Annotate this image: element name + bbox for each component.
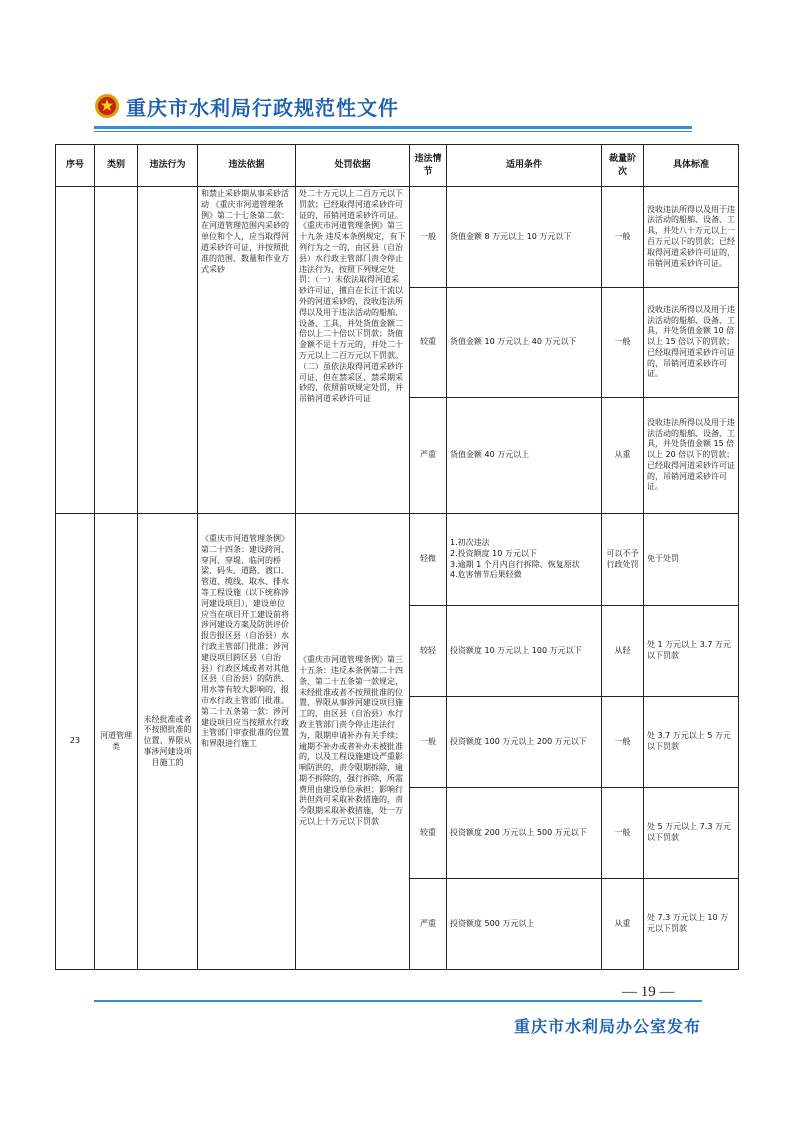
- row-condition: 货值金额 40 万元以上: [447, 398, 602, 514]
- page-number: — 19 —: [622, 984, 675, 1000]
- row-plot: 较重: [410, 788, 447, 879]
- row-standard: 处 7.3 万元以上 10 万元以下罚款: [644, 879, 739, 970]
- row-standard: 没收违法所得以及用于违法活动的船舶、设备、工具，并处货值金额 15 倍以上 20 倍以下的罚款；已经取得河道采砂许可证的，吊销河道采砂许可证。: [644, 398, 739, 514]
- header-behavior: 违法行为: [138, 145, 198, 187]
- table-row: [56, 187, 739, 288]
- header-level: 裁量阶次: [602, 145, 644, 187]
- row-level: 一般: [602, 788, 644, 879]
- row-standard: 处 3.7 万元以上 5 万元以下罚款: [644, 697, 739, 788]
- row-behavior: 未经批准或者不按照批准的位置、界限从事涉河建设项目施工的: [138, 514, 198, 970]
- row-category: [95, 187, 138, 514]
- row-condition: 货值金额 8 万元以上 10 万元以下: [447, 187, 602, 288]
- row-plot: 一般: [410, 697, 447, 788]
- row-index: [56, 187, 95, 514]
- row-plot: 较重: [410, 288, 447, 398]
- publisher-footer: 重庆市水利局办公室发布: [513, 1017, 701, 1036]
- row-condition: 投资额度 500 万元以上: [447, 879, 602, 970]
- row-level: 一般: [602, 288, 644, 398]
- header-divider: [94, 126, 692, 129]
- row-plot: 严重: [410, 879, 447, 970]
- row-index: 23: [56, 514, 95, 970]
- footer-divider: [94, 1000, 702, 1002]
- row-condition: 1.初次违法 2.投资额度 10 万元以下 3.逾期 1 个月内自行拆除、恢复原状 4.危害情节后果轻微: [447, 514, 602, 606]
- row-category: 河道管理类: [95, 514, 138, 970]
- row-basis: 和禁止采砂期从事采砂活动 《重庆市河道管理条例》第二十七条第二款：在河道管理范围内采砂的单位和个人，应当取得河道采砂许可证，并按照批准的范围、数量和作业方式采砂: [198, 187, 296, 514]
- penalty-standards-table: [55, 144, 739, 970]
- header-plot: 违法情节: [410, 145, 447, 187]
- row-penalty-basis: 《重庆市河道管理条例》第三十五条：违反本条例第二十四条、第二十五条第一款规定，未经批准或者不按照批准的位置、界限从事涉河建设项目施工的，由区县（自治县）水行政主管部门责令停止违法行为，限期申请补办有关手续；逾期不补办或者补办未被批准的，以及工程设施建设严重影响防洪的，责令限期拆除，逾期不拆除的，强行拆除，所需费用由建设单位承担；影响行洪但尚可采取补救措施的，责令限期采取补救措施，处一万元以上十万元以下罚款: [296, 514, 410, 970]
- row-standard: 免于处罚: [644, 514, 739, 606]
- row-plot: 较轻: [410, 606, 447, 697]
- table-row: [56, 514, 739, 606]
- row-condition: 投资额度 10 万元以上 100 万元以下: [447, 606, 602, 697]
- document-title: 重庆市水利局行政规范性文件: [126, 95, 399, 120]
- row-condition: 投资额度 200 万元以上 500 万元以下: [447, 788, 602, 879]
- row-plot: 轻微: [410, 514, 447, 606]
- document-header: [94, 90, 399, 122]
- row-standard: 没收违法所得以及用于违法活动的船舶、设备、工具，并处八十万元以上一百万元以下的罚款；已经取得河道采砂许可证的，吊销河道采砂许可证。: [644, 187, 739, 288]
- header-category: 类别: [95, 145, 138, 187]
- row-plot: 严重: [410, 398, 447, 514]
- row-level: 可以不予行政处罚: [602, 514, 644, 606]
- row-basis: 《重庆市河道管理条例》第二十四条：建设跨河、穿河、穿堤、临河的桥梁、码头、道路、渡口、管道、缆线、取水、排水等工程设施（以下统称涉河建设项目），建设单位应当在项目开工建设前将涉河建设方案及防洪评价报告报区县（自治县）水行政主管部门批准；涉河建设项目跨区县（自治县）行政区域或者对其他区县（自治县）的防洪、用水等有较大影响的，报市水行政主管部门批准。 第二十五条第一款：涉河建设项目应当按照水行政主管部门审查批准的位置和界限进行施工: [198, 514, 296, 970]
- table-header-row: [56, 145, 739, 187]
- header-condition: 适用条件: [447, 145, 602, 187]
- header-basis: 违法依据: [198, 145, 296, 187]
- row-penalty-basis: 处二十万元以上二百万元以下罚款；已经取得河道采砂许可证的，吊销河道采砂许可证。 《重庆市河道管理条例》第三十九条 违反本条例规定，有下列行为之一的，由区县（自治县）水行政主管部门责令停止违法行为，按照下列规定处罚：（一）未依法取得河道采砂许可证，擅自在长江干流以外的河道采砂的，没收违法所得以及用于违法活动的船舶、设备、工具，并处货值金额二倍以上二十倍以下罚款；货值金额不足十万元的，并处二十万元以上二百万元以下罚款。（二）虽依法取得河道采砂许可证，但在禁采区、禁采期采砂的，依照前项规定处罚，并吊销河道采砂许可证: [296, 187, 410, 514]
- header-standard: 具体标准: [644, 145, 739, 187]
- row-standard: 没收违法所得以及用于违法活动的船舶、设备、工具，并处货值金额 10 倍以上 15 倍以下的罚款；已经取得河道采砂许可证的，吊销河道采砂许可证。: [644, 288, 739, 398]
- header-index: 序号: [56, 145, 95, 187]
- row-behavior: [138, 187, 198, 514]
- header-penalty-basis: 处罚依据: [296, 145, 410, 187]
- row-condition: 投资额度 100 万元以上 200 万元以下: [447, 697, 602, 788]
- row-level: 从重: [602, 398, 644, 514]
- row-level: 从轻: [602, 606, 644, 697]
- row-standard: 处 5 万元以上 7.3 万元以下罚款: [644, 788, 739, 879]
- row-plot: 一般: [410, 187, 447, 288]
- row-condition: 货值金额 10 万元以上 40 万元以下: [447, 288, 602, 398]
- header-divider-thin: [94, 131, 692, 132]
- row-level: 一般: [602, 697, 644, 788]
- row-level: 从重: [602, 879, 644, 970]
- row-level: 一般: [602, 187, 644, 288]
- national-emblem-icon: [94, 93, 120, 119]
- row-standard: 处 1 万元以上 3.7 万元以下罚款: [644, 606, 739, 697]
